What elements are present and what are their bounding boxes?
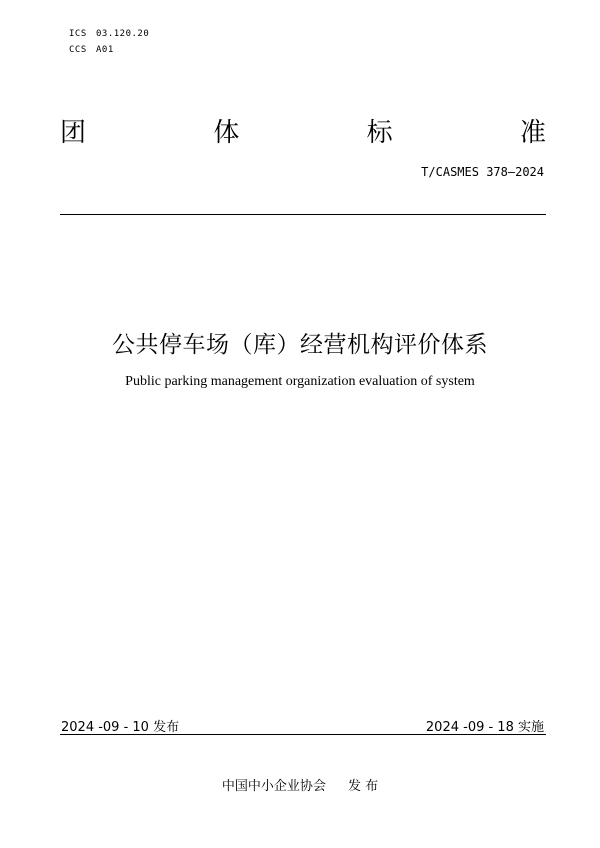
document-title-english: Public parking management organization evaluation of system: [125, 374, 475, 389]
top-divider: [60, 214, 546, 215]
implement-date: 2024 -09 - 18 实施: [425, 720, 544, 735]
ccs-value: A01: [96, 45, 114, 55]
ccs-label: CCS: [69, 45, 87, 55]
publish-date: 2024 -09 - 10 发布: [61, 720, 180, 735]
document-title-chinese: 公共停车场（库）经营机构评价体系: [112, 332, 488, 358]
standard-type-char-2: 体: [213, 117, 240, 148]
publisher-name: 中国中小企业协会: [221, 779, 326, 794]
standard-type-char-1: 团: [60, 117, 87, 148]
publisher-action: 发 布: [347, 779, 379, 794]
bottom-divider: [60, 734, 546, 735]
standard-type-char-3: 标: [366, 117, 393, 148]
ics-label: ICS: [69, 29, 87, 39]
standard-type-heading: [60, 114, 546, 146]
standard-number: T/CASMES 378—2024: [421, 165, 544, 179]
standard-type-char-4: 准: [519, 117, 546, 148]
ccs-code: [69, 45, 114, 55]
ics-value: 03.120.20: [96, 29, 150, 39]
publisher-line: [0, 775, 600, 794]
ics-code: [69, 29, 149, 39]
